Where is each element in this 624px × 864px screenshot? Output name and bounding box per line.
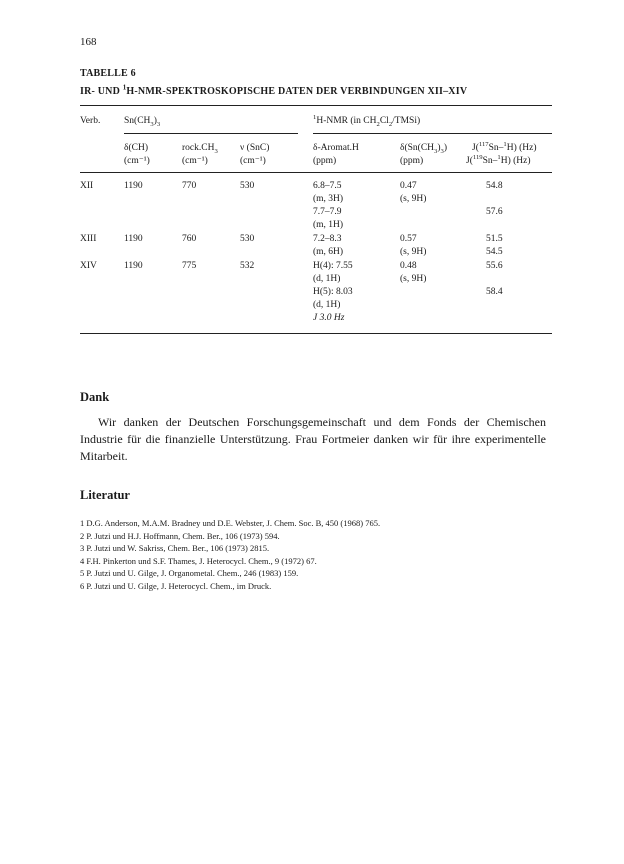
table-cell-rock: 770 [182,181,197,191]
table-cell-ch: 1190 [124,181,143,191]
table-row-verb: XII [80,181,94,191]
table-bottom-rule [80,333,552,334]
table-cell-sn: 0.48 (s, 9H) [400,261,427,284]
table-cell-rock: 760 [182,234,197,244]
table-top-rule [80,105,552,106]
table-cell-ch: 1190 [124,234,143,244]
table-cell-j: 51.5 54.5 [486,234,503,257]
header-nmr-group: $^1$H-NMR (in $CH_2Cl_2/TMSi$) [313,113,421,128]
table-cell-aromat: H(4): 7.55 (d, 1H) H(5): 8.03 (d, 1H) J 3.0 Hz [313,261,353,323]
reference-list [80,517,380,592]
table-cell-j: 55.6 58.4 [486,261,503,297]
sn-group-rule [124,133,298,134]
table-cell-snc: 530 [240,181,255,191]
table-header-rule [80,172,552,173]
literatur-heading: Literatur [80,488,130,502]
subheader-delta-ch: δ(CH) (cm⁻¹) [124,143,150,166]
table-cell-aromat: 7.2–8.3 (m, 6H) [313,234,344,257]
list-item: 5 P. Jutzi und U. Gilge, J. Organometal. Chem., 246 (1983) 159. [80,568,299,578]
dank-paragraph: Wir danken der Deutschen Forschungsgemeinschaft und dem Fonds der Chemischen Industrie für die finanzielle Unterstützung. Frau Fortmeier danken wir für ihre experimentelle Mitarbeit. [80,415,546,463]
list-item: 2 P. Jutzi und H.J. Hoffmann, Chem. Ber., 106 (1973) 594. [80,530,280,541]
table-cell-j: 54.8 57.6 [486,181,503,217]
table-cell-snc: 532 [240,261,255,271]
table-cell-ch: 1190 [124,261,143,271]
list-item: 3 P. Jutzi und W. Sakriss, Chem. Ber., 106 (1973) 2815. [80,543,270,553]
subheader-aromat: δ-Aromat.H (ppm) [313,143,359,166]
table-cell-snc: 530 [240,234,255,244]
table-label: TABELLE 6 [80,68,136,79]
page-number: 168 [80,36,97,48]
table-cell-rock: 775 [182,261,197,271]
subheader-j-119: J($^{119}$Sn–$^1$H) (Hz) [466,153,531,166]
subheader-j-117: J($^{117}$Sn–$^1$H) (Hz) [472,140,537,153]
header-sn-group: $Sn(CH_3)_3$ [124,116,161,128]
list-item: 4 F.H. Pinkerton und S.F. Thames, J. Heterocycl. Chem., 9 (1972) 67. [80,555,317,566]
subheader-sn-ch3: $\delta(Sn(CH_3)_3)$ (ppm) [400,143,448,166]
subheader-nu-snc: ν (SnC) (cm⁻¹) [240,143,270,166]
table-cell-sn: 0.47 (s, 9H) [400,181,427,204]
table-row-verb: XIV [80,261,97,271]
table-row-verb: XIII [80,234,97,244]
dank-heading: Dank [80,390,110,404]
table-cell-sn: 0.57 (s, 9H) [400,234,427,257]
list-item: 6 P. Jutzi und U. Gilge, J. Heterocycl. Chem., im Druck. [80,580,272,591]
subheader-rock-ch3: $rock.CH_3$ (cm⁻¹) [182,143,218,166]
table-cell-aromat: 6.8–7.5 (m, 3H) 7.7–7.9 (m, 1H) [313,181,344,230]
nmr-group-rule [313,133,552,134]
header-verb: Verb. [80,116,101,126]
list-item: 1 D.G. Anderson, M.A.M. Bradney und D.E. Webster, J. Chem. Soc. B, 450 (1968) 765. [80,518,381,528]
table-title: IR- UND $^1$H-NMR-SPEKTROSKOPISCHE DATEN DER VERBINDUNGEN XII–XIV [80,83,468,97]
